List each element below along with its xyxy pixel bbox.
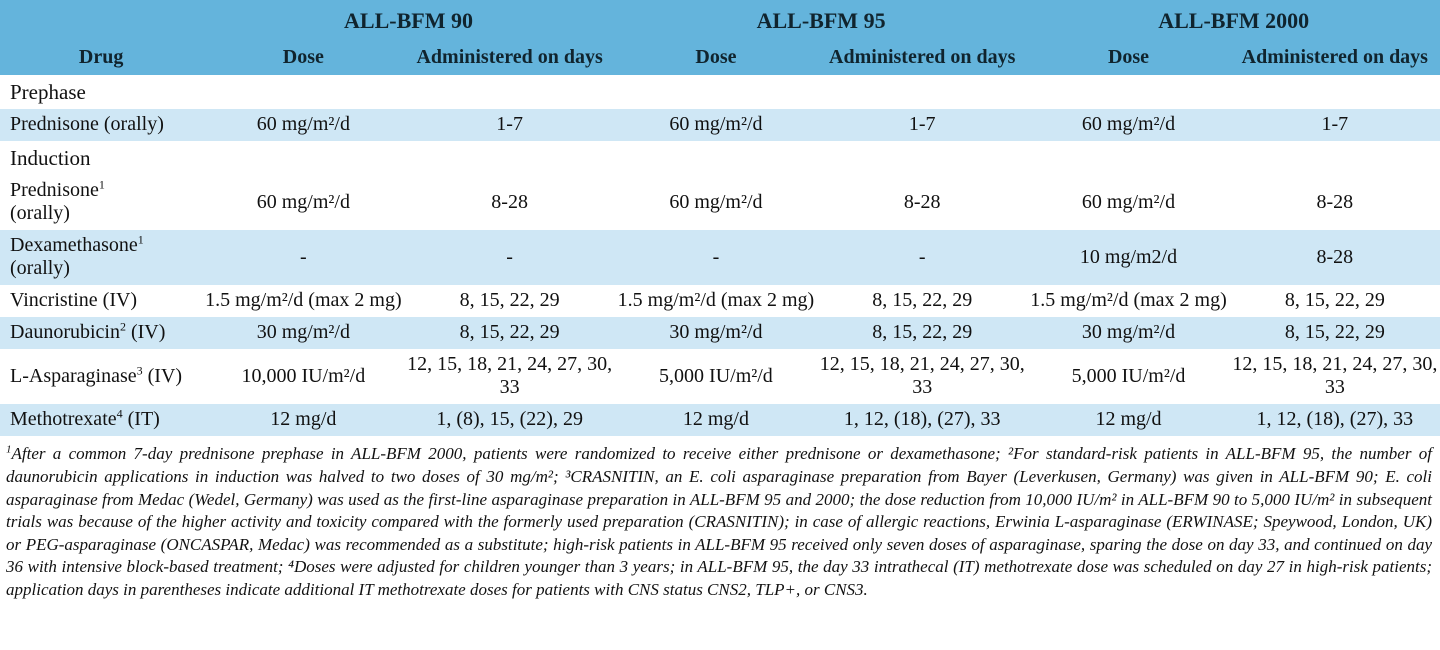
cell-dose-90: 10,000 IU/m²/d bbox=[202, 349, 404, 404]
cell-days-2000: 1, 12, (18), (27), 33 bbox=[1230, 404, 1440, 436]
drug-name-text: Prednisone bbox=[10, 179, 99, 202]
drug-name-text: Dexamethasone bbox=[10, 234, 138, 257]
cell-dose-2000: 30 mg/m²/d bbox=[1027, 317, 1229, 349]
cell-dose-95: 60 mg/m²/d bbox=[615, 109, 817, 141]
table-row bbox=[0, 317, 1440, 349]
table-row bbox=[0, 404, 1440, 436]
cell-dose-2000: 12 mg/d bbox=[1027, 404, 1229, 436]
column-header-days-2000: Administered on days bbox=[1230, 35, 1440, 75]
cell-dose-90: 60 mg/m²/d bbox=[202, 175, 404, 230]
column-header-dose-90: Dose bbox=[202, 35, 404, 75]
drug-name-text: L-Asparaginase bbox=[10, 364, 137, 387]
cell-dose-95: - bbox=[615, 230, 817, 285]
table-row bbox=[0, 285, 1440, 317]
section-label-induction: Induction bbox=[0, 141, 1440, 175]
cell-days-95: - bbox=[817, 230, 1027, 285]
cell-days-95: 8, 15, 22, 29 bbox=[817, 317, 1027, 349]
group-header-allbfm2000: ALL-BFM 2000 bbox=[1027, 0, 1440, 35]
cell-dose-2000: 5,000 IU/m²/d bbox=[1027, 349, 1229, 404]
cell-dose-90: 30 mg/m²/d bbox=[202, 317, 404, 349]
drug-name-text: Daunorubicin bbox=[10, 321, 120, 344]
row-drug-vincristine: Vincristine (IV) bbox=[0, 285, 202, 317]
cell-days-95: 12, 15, 18, 21, 24, 27, 30, 33 bbox=[817, 349, 1027, 404]
cell-days-2000: 8-28 bbox=[1230, 230, 1440, 285]
cell-days-95: 8, 15, 22, 29 bbox=[817, 285, 1027, 317]
table-body bbox=[0, 75, 1440, 436]
cell-dose-95: 12 mg/d bbox=[615, 404, 817, 436]
table-row bbox=[0, 230, 1440, 285]
footnote-marker: 4 bbox=[116, 406, 123, 421]
cell-days-90: 8, 15, 22, 29 bbox=[404, 285, 614, 317]
group-header-allbfm90: ALL-BFM 90 bbox=[202, 0, 615, 35]
section-row-induction bbox=[0, 141, 1440, 175]
drug-route: (IV) bbox=[142, 364, 183, 387]
table-row bbox=[0, 175, 1440, 230]
footnote-marker: 3 bbox=[136, 363, 143, 378]
cell-dose-2000: 1.5 mg/m²/d (max 2 mg) bbox=[1027, 285, 1229, 317]
cell-days-2000: 8-28 bbox=[1230, 175, 1440, 230]
row-drug-prednisone-prephase: Prednisone (orally) bbox=[0, 109, 202, 141]
cell-dose-95: 5,000 IU/m²/d bbox=[615, 349, 817, 404]
row-drug-l-asparaginase bbox=[0, 349, 202, 404]
row-drug-methotrexate bbox=[0, 404, 202, 436]
table-row bbox=[0, 349, 1440, 404]
cell-days-2000: 12, 15, 18, 21, 24, 27, 30, 33 bbox=[1230, 349, 1440, 404]
group-header-allbfm95: ALL-BFM 95 bbox=[615, 0, 1028, 35]
column-header-drug: Drug bbox=[0, 35, 202, 75]
cell-dose-90: 12 mg/d bbox=[202, 404, 404, 436]
cell-days-90: 12, 15, 18, 21, 24, 27, 30, 33 bbox=[404, 349, 614, 404]
cell-days-95: 1, 12, (18), (27), 33 bbox=[817, 404, 1027, 436]
footnote-marker: 1 bbox=[98, 177, 105, 192]
column-header-days-95: Administered on days bbox=[817, 35, 1027, 75]
footnote-leading-marker: 1 bbox=[6, 443, 12, 456]
drug-name-line2: (orally) bbox=[10, 257, 70, 280]
drug-route: (IT) bbox=[122, 408, 160, 431]
cell-dose-2000: 10 mg/m2/d bbox=[1027, 230, 1229, 285]
cell-days-2000: 8, 15, 22, 29 bbox=[1230, 285, 1440, 317]
cell-days-95: 8-28 bbox=[817, 175, 1027, 230]
cell-days-2000: 1-7 bbox=[1230, 109, 1440, 141]
cell-days-90: 8-28 bbox=[404, 175, 614, 230]
row-drug-prednisone-induction bbox=[0, 175, 202, 230]
footnote-marker: 2 bbox=[119, 319, 126, 334]
drug-route: (IV) bbox=[125, 321, 166, 344]
table-footnotes bbox=[0, 436, 1440, 605]
cell-days-90: 1-7 bbox=[404, 109, 614, 141]
cell-days-95: 1-7 bbox=[817, 109, 1027, 141]
cell-days-90: 1, (8), 15, (22), 29 bbox=[404, 404, 614, 436]
footnote-marker: 1 bbox=[137, 232, 144, 247]
cell-dose-90: 60 mg/m²/d bbox=[202, 109, 404, 141]
section-row-prephase bbox=[0, 75, 1440, 109]
table-column-header-row bbox=[0, 35, 1440, 75]
cell-dose-2000: 60 mg/m²/d bbox=[1027, 175, 1229, 230]
footnote-text: After a common 7-day prednisone prephase in ALL-BFM 2000, patients were randomized to receive either prednisone or dexamethasone; ²For standard-risk patients in ALL-BFM 95, the number of daunorubicin applications in induction was halved to two doses of 30 mg/m²; ³CRASNITIN, an E. coli asparaginase preparation from Bayer (Leverkusen, Germany) was given in ALL-BFM 90; E. coli asparaginase from Medac (Wedel, Germany) was used as the first-line asparaginase preparation in ALL-BFM 95 and 2000; the dose reduction from 10,000 IU/m² in ALL-BFM 90 to 5,000 IU/m² in subsequent trials was because of the higher activity and toxicity compared with the formerly used preparation (CRASNITIN); in case of allergic reactions, Erwinia L-asparaginase (ERWINASE; Speywood, London, UK) or PEG-asparaginase (ONCASPAR, Medac) was recommended as a substitute; high-risk patients in ALL-BFM 95 received only seven doses of asparaginase, sparing the dose on day 33, and continued on day 36 with intensive block-based treatment; ⁴Doses were adjusted for children younger than 3 years; in ALL-BFM 95, the day 33 intrathecal (IT) methotrexate dose was scheduled on day 27 in high-risk patients; application days in parentheses indicate additional IT methotrexate doses for patients with CNS status CNS2, TLP+, or CNS3. bbox=[6, 444, 1432, 599]
cell-days-90: - bbox=[404, 230, 614, 285]
column-header-days-90: Administered on days bbox=[404, 35, 614, 75]
cell-dose-2000: 60 mg/m²/d bbox=[1027, 109, 1229, 141]
cell-days-2000: 8, 15, 22, 29 bbox=[1230, 317, 1440, 349]
cell-dose-90: 1.5 mg/m²/d (max 2 mg) bbox=[202, 285, 404, 317]
cell-dose-90: - bbox=[202, 230, 404, 285]
column-header-dose-2000: Dose bbox=[1027, 35, 1229, 75]
column-header-dose-95: Dose bbox=[615, 35, 817, 75]
cell-days-90: 8, 15, 22, 29 bbox=[404, 317, 614, 349]
table-header bbox=[0, 0, 1440, 75]
cell-dose-95: 30 mg/m²/d bbox=[615, 317, 817, 349]
group-header-blank bbox=[0, 0, 202, 35]
cell-dose-95: 1.5 mg/m²/d (max 2 mg) bbox=[615, 285, 817, 317]
cell-dose-95: 60 mg/m²/d bbox=[615, 175, 817, 230]
section-label-prephase: Prephase bbox=[0, 75, 1440, 109]
table-group-header-row bbox=[0, 0, 1440, 35]
drug-name-text: Methotrexate bbox=[10, 408, 117, 431]
table-row bbox=[0, 109, 1440, 141]
row-drug-dexamethasone bbox=[0, 230, 202, 285]
row-drug-daunorubicin bbox=[0, 317, 202, 349]
drug-name-line2: (orally) bbox=[10, 202, 70, 225]
